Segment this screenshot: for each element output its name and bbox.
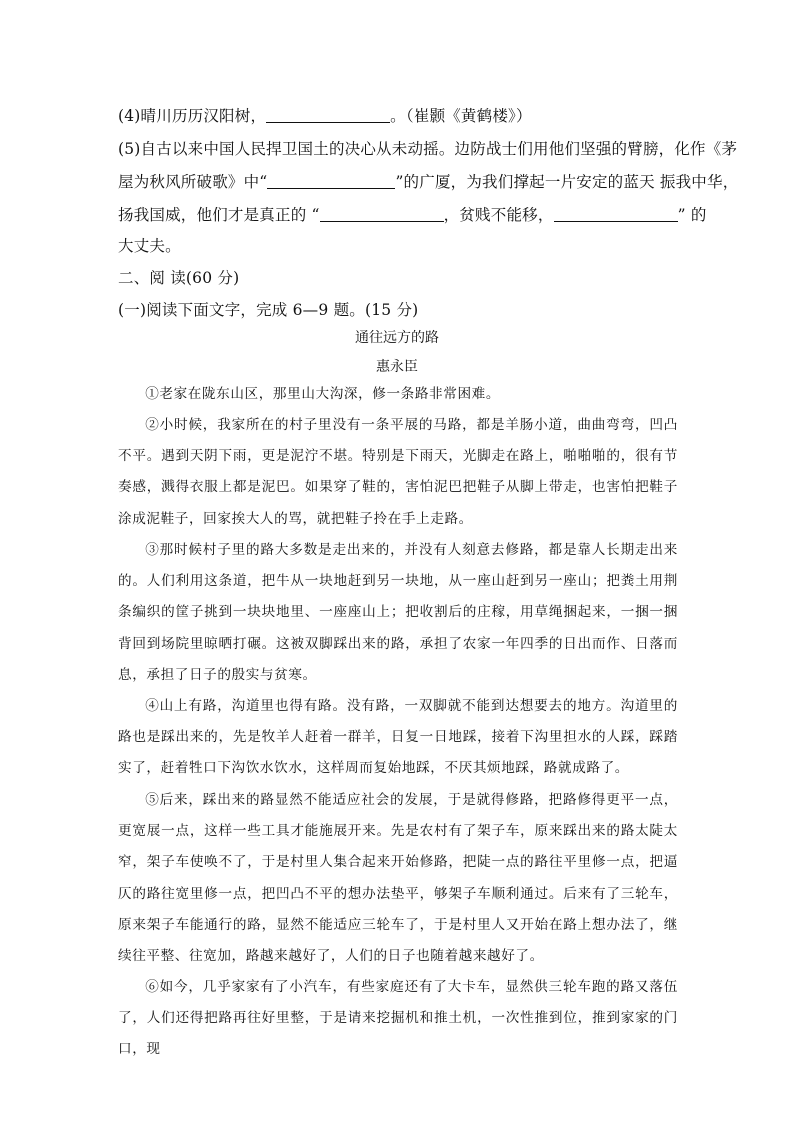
article-paragraph-5: ⑤后来，踩出来的路显然不能适应社会的发展，于是就得修路，把路修得更平一点，更宽展一点，这样一些工具才能施展开来。先是农村有了架子车，原来踩出来的路太陡太窄，架子车使唤不了，于是村里人集合起来开始修路，把陡一点的路往平里修一点，把逼仄的路往宽里修一点，把凹凸不平的想办法垫平，够架子车顺利通过。后来有了三轮车，原来架子车能通行的路，显然不能适应三轮车了，于是村里人又开始在路上想办法了，继续往平整、往宽加，路越来越好了，人们的日子也随着越来越好了。 <box>118 792 678 965</box>
article-author: 惠永臣 <box>376 359 418 375</box>
question-5-line-4 <box>118 234 696 256</box>
answer-blank[interactable] <box>320 207 444 222</box>
question-4-text: (4)晴川历历汉阳树， <box>118 107 267 125</box>
question-5-text: 屋为秋风所破歌》中“ <box>118 173 268 191</box>
article-paragraph-2: ②小时候，我家所在的村子里没有一条平展的马路，都是羊肠小道，曲曲弯弯，凹凸不平。遇到天阴下雨，更是泥泞不堪。特别是下雨天，光脚走在路上，啪啪啪的，很有节奏感，溅得衣服上都是泥巴。如果穿了鞋的，害怕泥巴把鞋子从脚上带走，也害怕把鞋子涂成泥鞋子，回家挨大人的骂，就把鞋子拎在手上走路。 <box>118 417 678 527</box>
question-4 <box>118 104 696 126</box>
answer-blank[interactable] <box>267 174 395 189</box>
article-title: 通往远方的路 <box>355 330 439 346</box>
question-5-text: ”的广厦，为我们撑起一片安定的蓝天 振我中华， <box>395 173 739 191</box>
question-5-text: ，贫贱不能移， <box>443 206 554 224</box>
article-paragraph-3: ③那时候村子里的路大多数是走出来的，并没有人刻意去修路，都是靠人长期走出来的。人们利用这条道，把牛从一块地赶到另一块地，从一座山赶到另一座山；把粪土用荆条编织的筐子挑到一块块地里、一座座山上；把收割后的庄稼，用草绳捆起来，一捆一捆背回到场院里晾晒打碾。这被双脚踩出来的路，承担了农家一年四季的日出而作、日落而息，承担了日子的殷实与贫寒。 <box>118 542 678 683</box>
question-5-line-1 <box>118 137 738 159</box>
answer-blank[interactable] <box>266 108 390 123</box>
question-5-line-3 <box>118 203 707 225</box>
question-5-text: 扬我国威，他们才是真正的 “ <box>118 206 320 224</box>
section-instruction: (一)阅读下面文字，完成 6—9 题。(15 分) <box>118 301 419 319</box>
question-5-text: (5)自古以来中国人民捍卫国土的决心从未动摇。边防战士们用他们坚强的臂膀，化作《茅 <box>118 140 738 158</box>
question-5-text: ” 的 <box>677 206 707 224</box>
question-5-text: 大丈夫。 <box>118 237 181 255</box>
question-5-line-2 <box>118 170 739 192</box>
question-4-source: 。（崔颢《黄鹤楼》） <box>390 107 532 125</box>
article-paragraph-6: ⑥如今，几乎家家有了小汽车，有些家庭还有了大卡车，显然供三轮车跑的路又落伍了，人们还得把路再往好里整，于是请来挖掘机和推土机，一次性推到位，推到家家的门口，现 <box>118 979 678 1058</box>
section-heading: 二、阅 读(60 分) <box>118 269 240 287</box>
article-paragraph-1: ①老家在陇东山区，那里山大沟深，修一条路非常困难。 <box>145 386 501 402</box>
article-paragraph-4: ④山上有路，沟道里也得有路。没有路，一双脚就不能到达想要去的地方。沟道里的路也是踩出来的，先是牧羊人赶着一群羊，日复一日地踩，接着下沟里担水的人踩，踩踏实了，赶着牲口下沟饮水饮水，这样周而复始地踩，不厌其烦地踩，路就成路了。 <box>118 698 678 777</box>
answer-blank[interactable] <box>554 207 678 222</box>
